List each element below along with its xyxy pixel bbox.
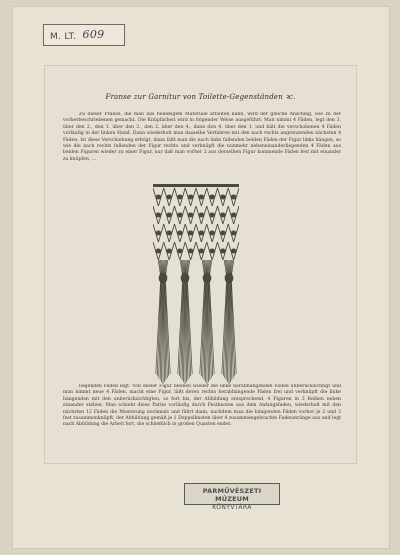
- shelfmark-label: [43, 24, 125, 46]
- shelfmark-prefix: M. LT.: [50, 32, 77, 42]
- article-continuation-text: liegenden Faden legt. Von dieser Figur bleiben wieder die linke herabhängenden Fäden unberücksichtigt und man nimmt neue 4 Fäden, macht eine Figur, läßt deren rechts herabhängende Fäden frei und verknüpft die linke hängenden mit den unberücksichtigten, so fort bis, der Abbildung entsprechend, 4 Figuren in 3 Reihen neben einander stehen. Man schiebt diese Partie vorläufig durch Festknoten aus dem Anfangsfaden, wiederholt mit den nächsten 12 Fäden die Musterung nochmals und führt dann, nachdem man die hängenden Fäden vorher je 2 und 2 fest zusammenknüpft, der Abbildung gemäß je 1 Doppelknoten über 4 zusammengebrachte Fadenstränge aus und legt nach Abbildung die Arbeit fort, die schließlich in großen Quasten endet.: [63, 384, 341, 428]
- fringe-illustration: [153, 184, 239, 389]
- library-stamp: [184, 483, 280, 511]
- printed-plate: [45, 66, 356, 463]
- stamp-line-2: KÖNYVTÁRA: [212, 504, 252, 511]
- article-title: Franse zur Garnitur von Toilette-Gegenständen ꝛc.: [105, 93, 296, 101]
- stamp-line-1: PARMŰVÉSZETI MÚZEUM: [202, 487, 262, 503]
- article-intro-text: Zu dieser Franse, die man aus beliebigem Materiale arbeiten kann, wird der gleiche Anschlag, wie zu der vorherbeschriebenen gemacht. Die Knüpfarbeit wird in folgender Weise ausgeführt: Man nimmt 4 Fäden, legt den 3. über den 2., den 1. über den 3., den 2. über den 4., dann den 4. über den 1. und hält die verschobenen 4 Fäden vorläufig in der linken Hand. Dann wiederholt man dasselbe Verfahren mit den nach rechts angrenzenden nächsten 4 Fäden. Ist diese Verschiebung erfolgt, dann läßt man die nach links fallenden beiden Fäden der Figur links hängen, so wie die nach rechts fallenden der Figur rechts und verknüpft die nunmehr nebeneinanderliegenden 4 Fäden aus beiden Figuren wieder zu einer Figur, nur daß man vorher 2 aus derselben Figur kommende Fäden fest mit einander zu knüpfen, ...: [63, 112, 341, 162]
- shelfmark-number: 609: [82, 28, 105, 41]
